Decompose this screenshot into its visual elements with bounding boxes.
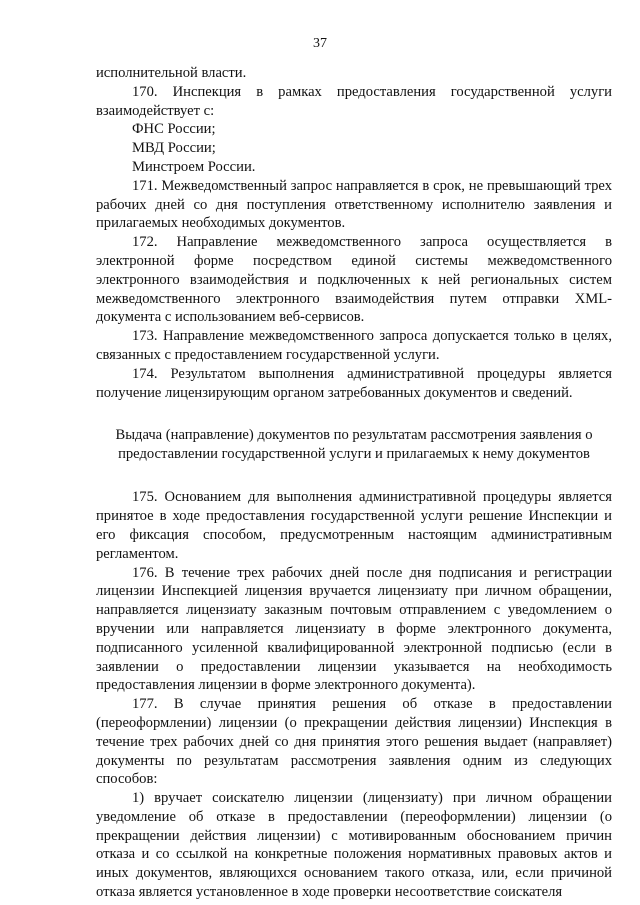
paragraph-175: 175. Основанием для выполнения административной процедуры является принятое в ходе предоставления государственной услуги решение Инспекции и его фиксация способом, предусмотренным настоящим административным регламентом. [96,489,612,562]
paragraph-171: 171. Межведомственный запрос направляется в срок, не превышающий трех рабочих дней со дня поступления ответственному исполнителю заявления и прилагаемых необходимых документов. [96,177,612,232]
list-item-minstroy: Минстроем России. [132,158,256,175]
paragraph-170: 170. Инспекция в рамках предоставления государственной услуги взаимодействует с: [96,83,612,119]
paragraph-172: 172. Направление межведомственного запроса осуществляется в электронной форме посредством единой системы межведомственного электронного взаимодействия и подключенных к ней региональных систем межведомственного электронного взаимодействия путем отправки XML-документа с использованием веб-сервисов. [96,234,612,326]
list-item-mvd: МВД России; [132,140,216,157]
paragraph-177-item-1: 1) вручает соискателю лицензии (лицензиату) при личном обращении уведомление об отказе в предоставлении (переоформлении) лицензии (о прекращении действия лицензии) с мотивированным обоснованием причин отказа и со ссылкой на конкретные положения нормативных правовых актов и иных документов, являющихся основанием такого отказа, или, если причиной отказа является установленное в ходе проверки несоответствие соискателя [96,790,612,901]
paragraph-173: 173. Направление межведомственного запроса допускается только в целях, связанных с предоставлением государственной услуги. [96,328,612,363]
section-heading: Выдача (направление) документов по результатам рассмотрения заявления о предоставлении государственной услуги и прилагаемых к нему документов [115,427,593,463]
paragraph-176: 176. В течение трех рабочих дней после дня подписания и регистрации лицензии Инспекцией лицензия вручается лицензиату при личном обращении, направляется лицензиату заказным почтовым отправлением с уведомлением о вручении или направляется лицензиату в форме электронного документа, подписанного усиленной квалифицированной электронной подписью (если в заявлении о предоставлении лицензии указывается на необходимость предоставления лицензии в форме электронного документа). [96,564,612,694]
paragraph-177: 177. В случае принятия решения об отказе в предоставлении (переоформлении) лицензии (о прекращении действия лицензии) Инспекция в течение трех рабочих дней со дня принятия этого решения выдает (направляет) документы по результатам рассмотрения заявления одним из следующих способов: [96,696,612,788]
document-body [96,64,612,902]
list-item-fns: ФНС России; [132,121,216,138]
paragraph-174: 174. Результатом выполнения административной процедуры является получение лицензирующим органом затребованных документов и сведений. [96,365,612,401]
page-number: 37 [313,36,327,51]
paragraph-continuation: исполнительной власти. [96,65,247,81]
